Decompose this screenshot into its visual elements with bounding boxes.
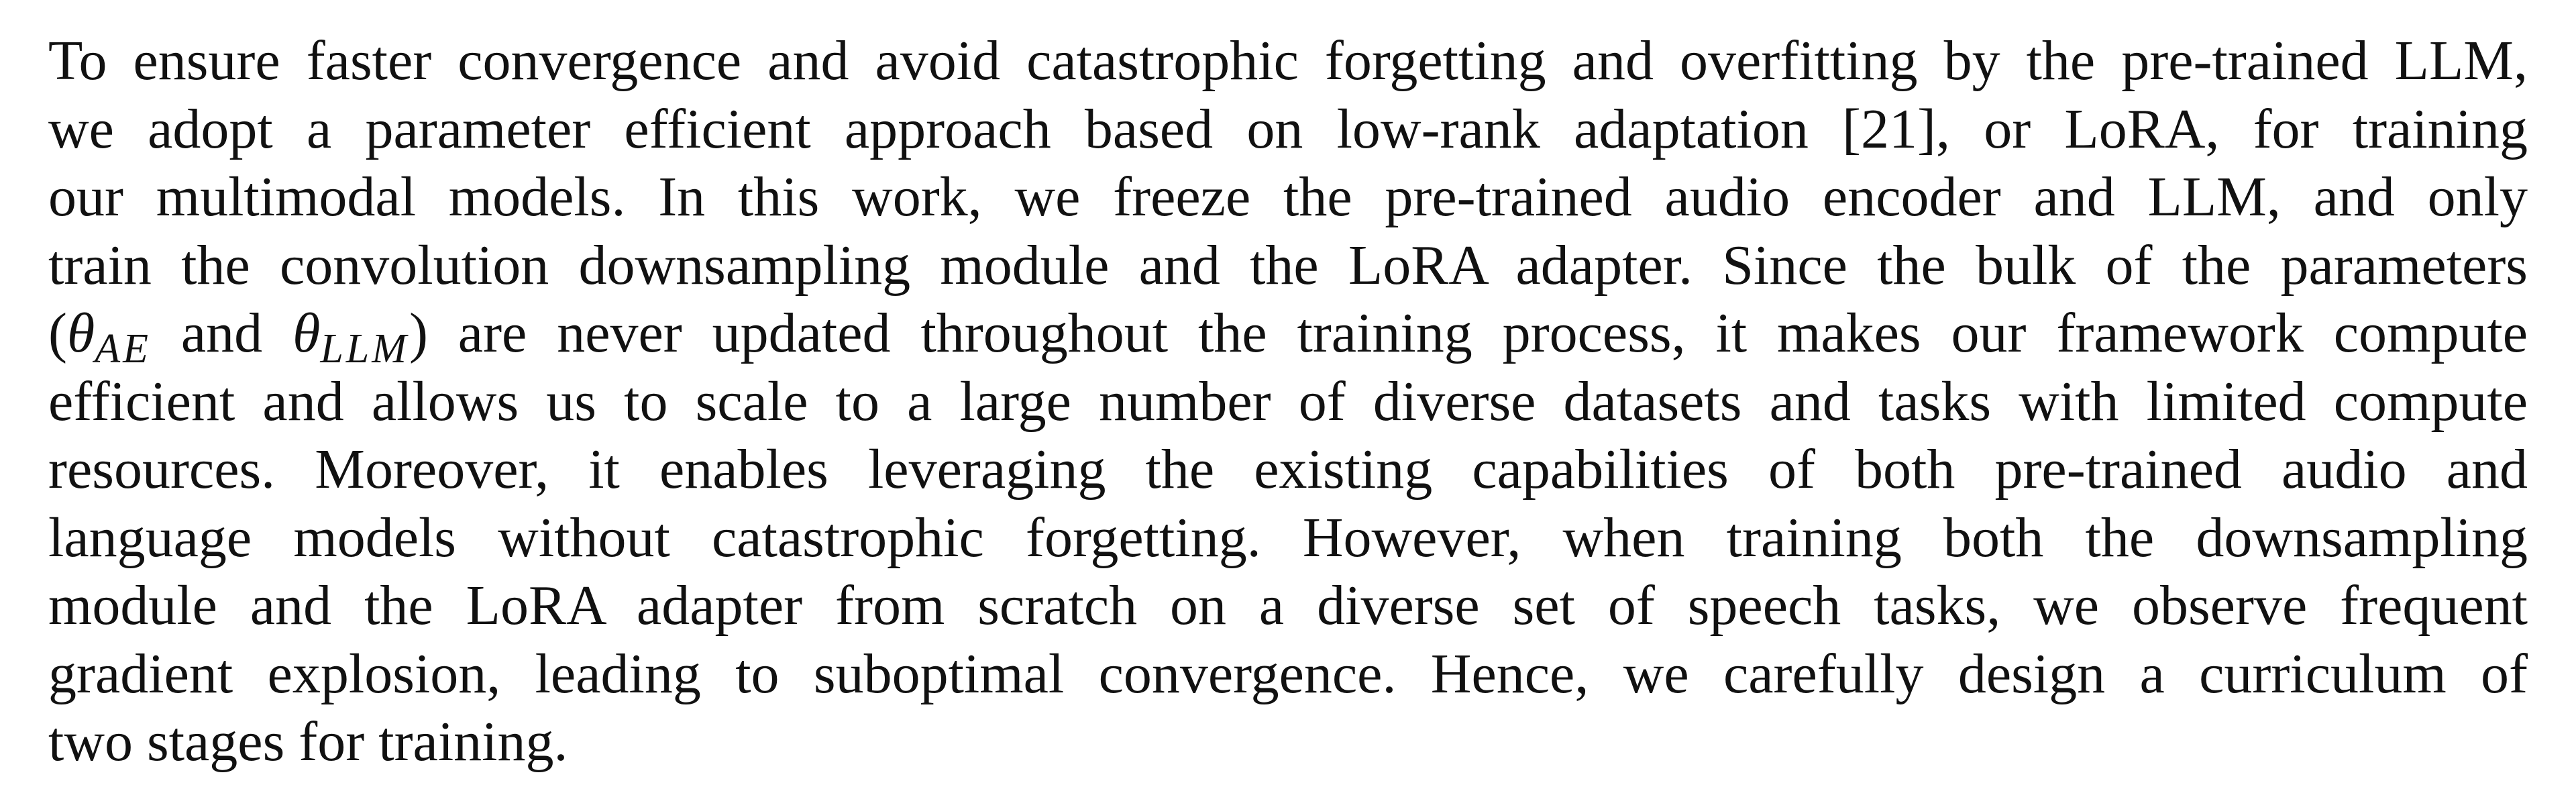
paragraph-line-7: resources. Moreover, it enables leveraging the existing capabilities of both pre-trained audio and	[48, 438, 2528, 501]
paragraph-line-1: To ensure faster convergence and avoid catastrophic forgetting and overfitting by the pre-trained LLM,	[48, 30, 2528, 92]
paragraph-line-4: train the convolution downsampling module and the LoRA adapter. Since the bulk of the parameters	[48, 233, 2528, 297]
paragraph-line-9: module and the LoRA adapter from scratch on a diverse set of speech tasks, we observe frequent	[48, 574, 2528, 637]
line-5-rest: ) are never updated throughout the training process, it makes our framework compute	[409, 302, 2528, 364]
paragraph-line-11: two stages for training.	[48, 711, 568, 773]
paragraph-line-6: efficient and allows us to scale to a large number of diverse datasets and tasks with limited compute	[48, 370, 2528, 433]
theta-symbol: θ	[292, 302, 321, 364]
paragraph-line-8: language models without catastrophic forgetting. However, when training both the downsampling	[48, 506, 2528, 569]
and-text: and	[151, 302, 293, 364]
theta-symbol: θ	[66, 302, 95, 364]
paragraph-line-3: our multimodal models. In this work, we freeze the pre-trained audio encoder and LLM, and only	[48, 166, 2528, 228]
subscript-ae: AE	[95, 326, 151, 372]
paragraph-line-10: gradient explosion, leading to suboptimal convergence. Hence, we carefully design a curriculum of	[48, 642, 2528, 705]
paragraph-line-2: we adopt a parameter efficient approach based on low-rank adaptation [21], or LoRA, for training	[48, 97, 2528, 160]
open-paren: (	[48, 302, 67, 364]
subscript-llm: LLM	[320, 326, 409, 372]
paper-paragraph	[48, 27, 2528, 776]
paragraph-line-5	[48, 299, 2528, 372]
